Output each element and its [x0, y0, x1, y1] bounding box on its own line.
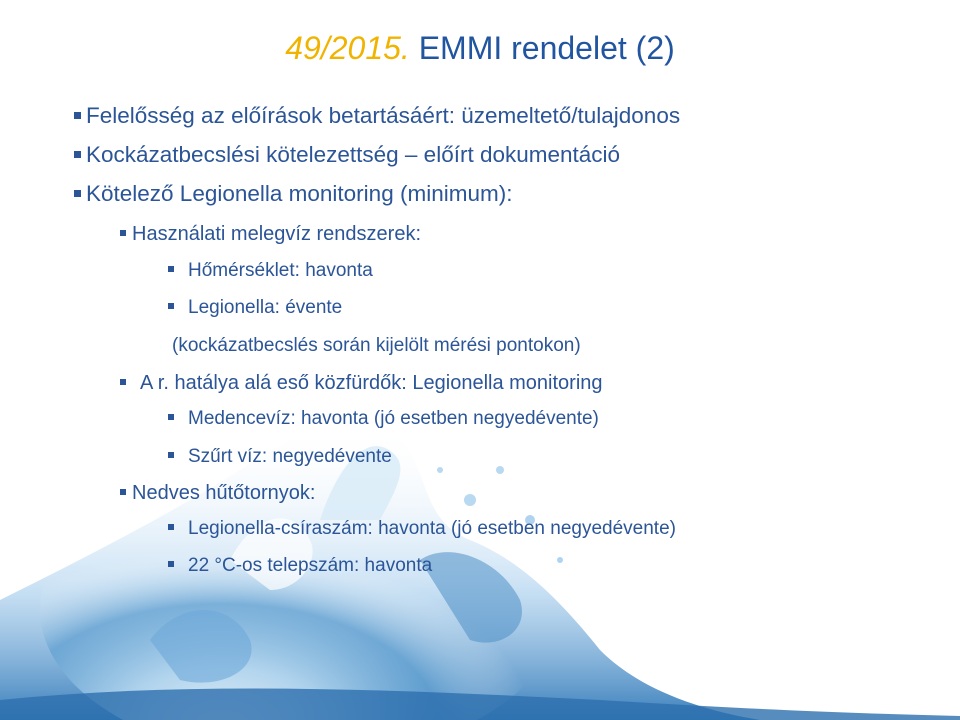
square-bullet-icon [74, 112, 81, 119]
note-measurement-points: (kockázatbecslés során kijelölt mérési pontokon) [172, 335, 581, 356]
square-bullet-icon [74, 151, 81, 158]
square-bullet-icon [168, 266, 174, 272]
square-bullet-icon [168, 452, 174, 458]
square-bullet-icon [168, 303, 174, 309]
bullet-cooling-towers: Nedves hűtőtornyok: [120, 482, 315, 505]
square-bullet-icon [74, 190, 81, 197]
square-bullet-icon [120, 489, 126, 495]
bullet-risk-assessment: Kockázatbecslési kötelezettség – előírt dokumentáció [74, 142, 620, 168]
bullet-colony-count: 22 °C-os telepszám: havonta [168, 555, 432, 577]
bullet-legionella-monitoring: Kötelező Legionella monitoring (minimum): [74, 181, 512, 207]
bullet-legionella-yearly: Legionella: évente [168, 297, 342, 319]
title-regulation-name: EMMI rendelet (2) [409, 30, 675, 66]
title-regulation-number: 49/2015. [285, 30, 410, 66]
bullet-pool-water: Medencevíz: havonta (jó esetben negyedévente) [168, 408, 599, 430]
square-bullet-icon [120, 230, 126, 236]
bullet-public-baths: A r. hatálya alá eső közfürdők: Legionella monitoring [120, 372, 603, 395]
bullet-temperature: Hőmérséklet: havonta [168, 260, 373, 282]
slide-title [0, 30, 960, 67]
square-bullet-icon [168, 524, 174, 530]
bullet-filtered-water: Szűrt víz: negyedévente [168, 446, 392, 468]
bullet-responsibility: Felelősség az előírások betartásáért: üzemeltető/tulajdonos [74, 103, 680, 129]
square-bullet-icon [168, 561, 174, 567]
square-bullet-icon [120, 379, 126, 385]
bullet-hot-water-systems: Használati melegvíz rendszerek: [120, 223, 421, 246]
square-bullet-icon [168, 414, 174, 420]
bullet-legionella-count: Legionella-csíraszám: havonta (jó esetben negyedévente) [168, 518, 676, 540]
